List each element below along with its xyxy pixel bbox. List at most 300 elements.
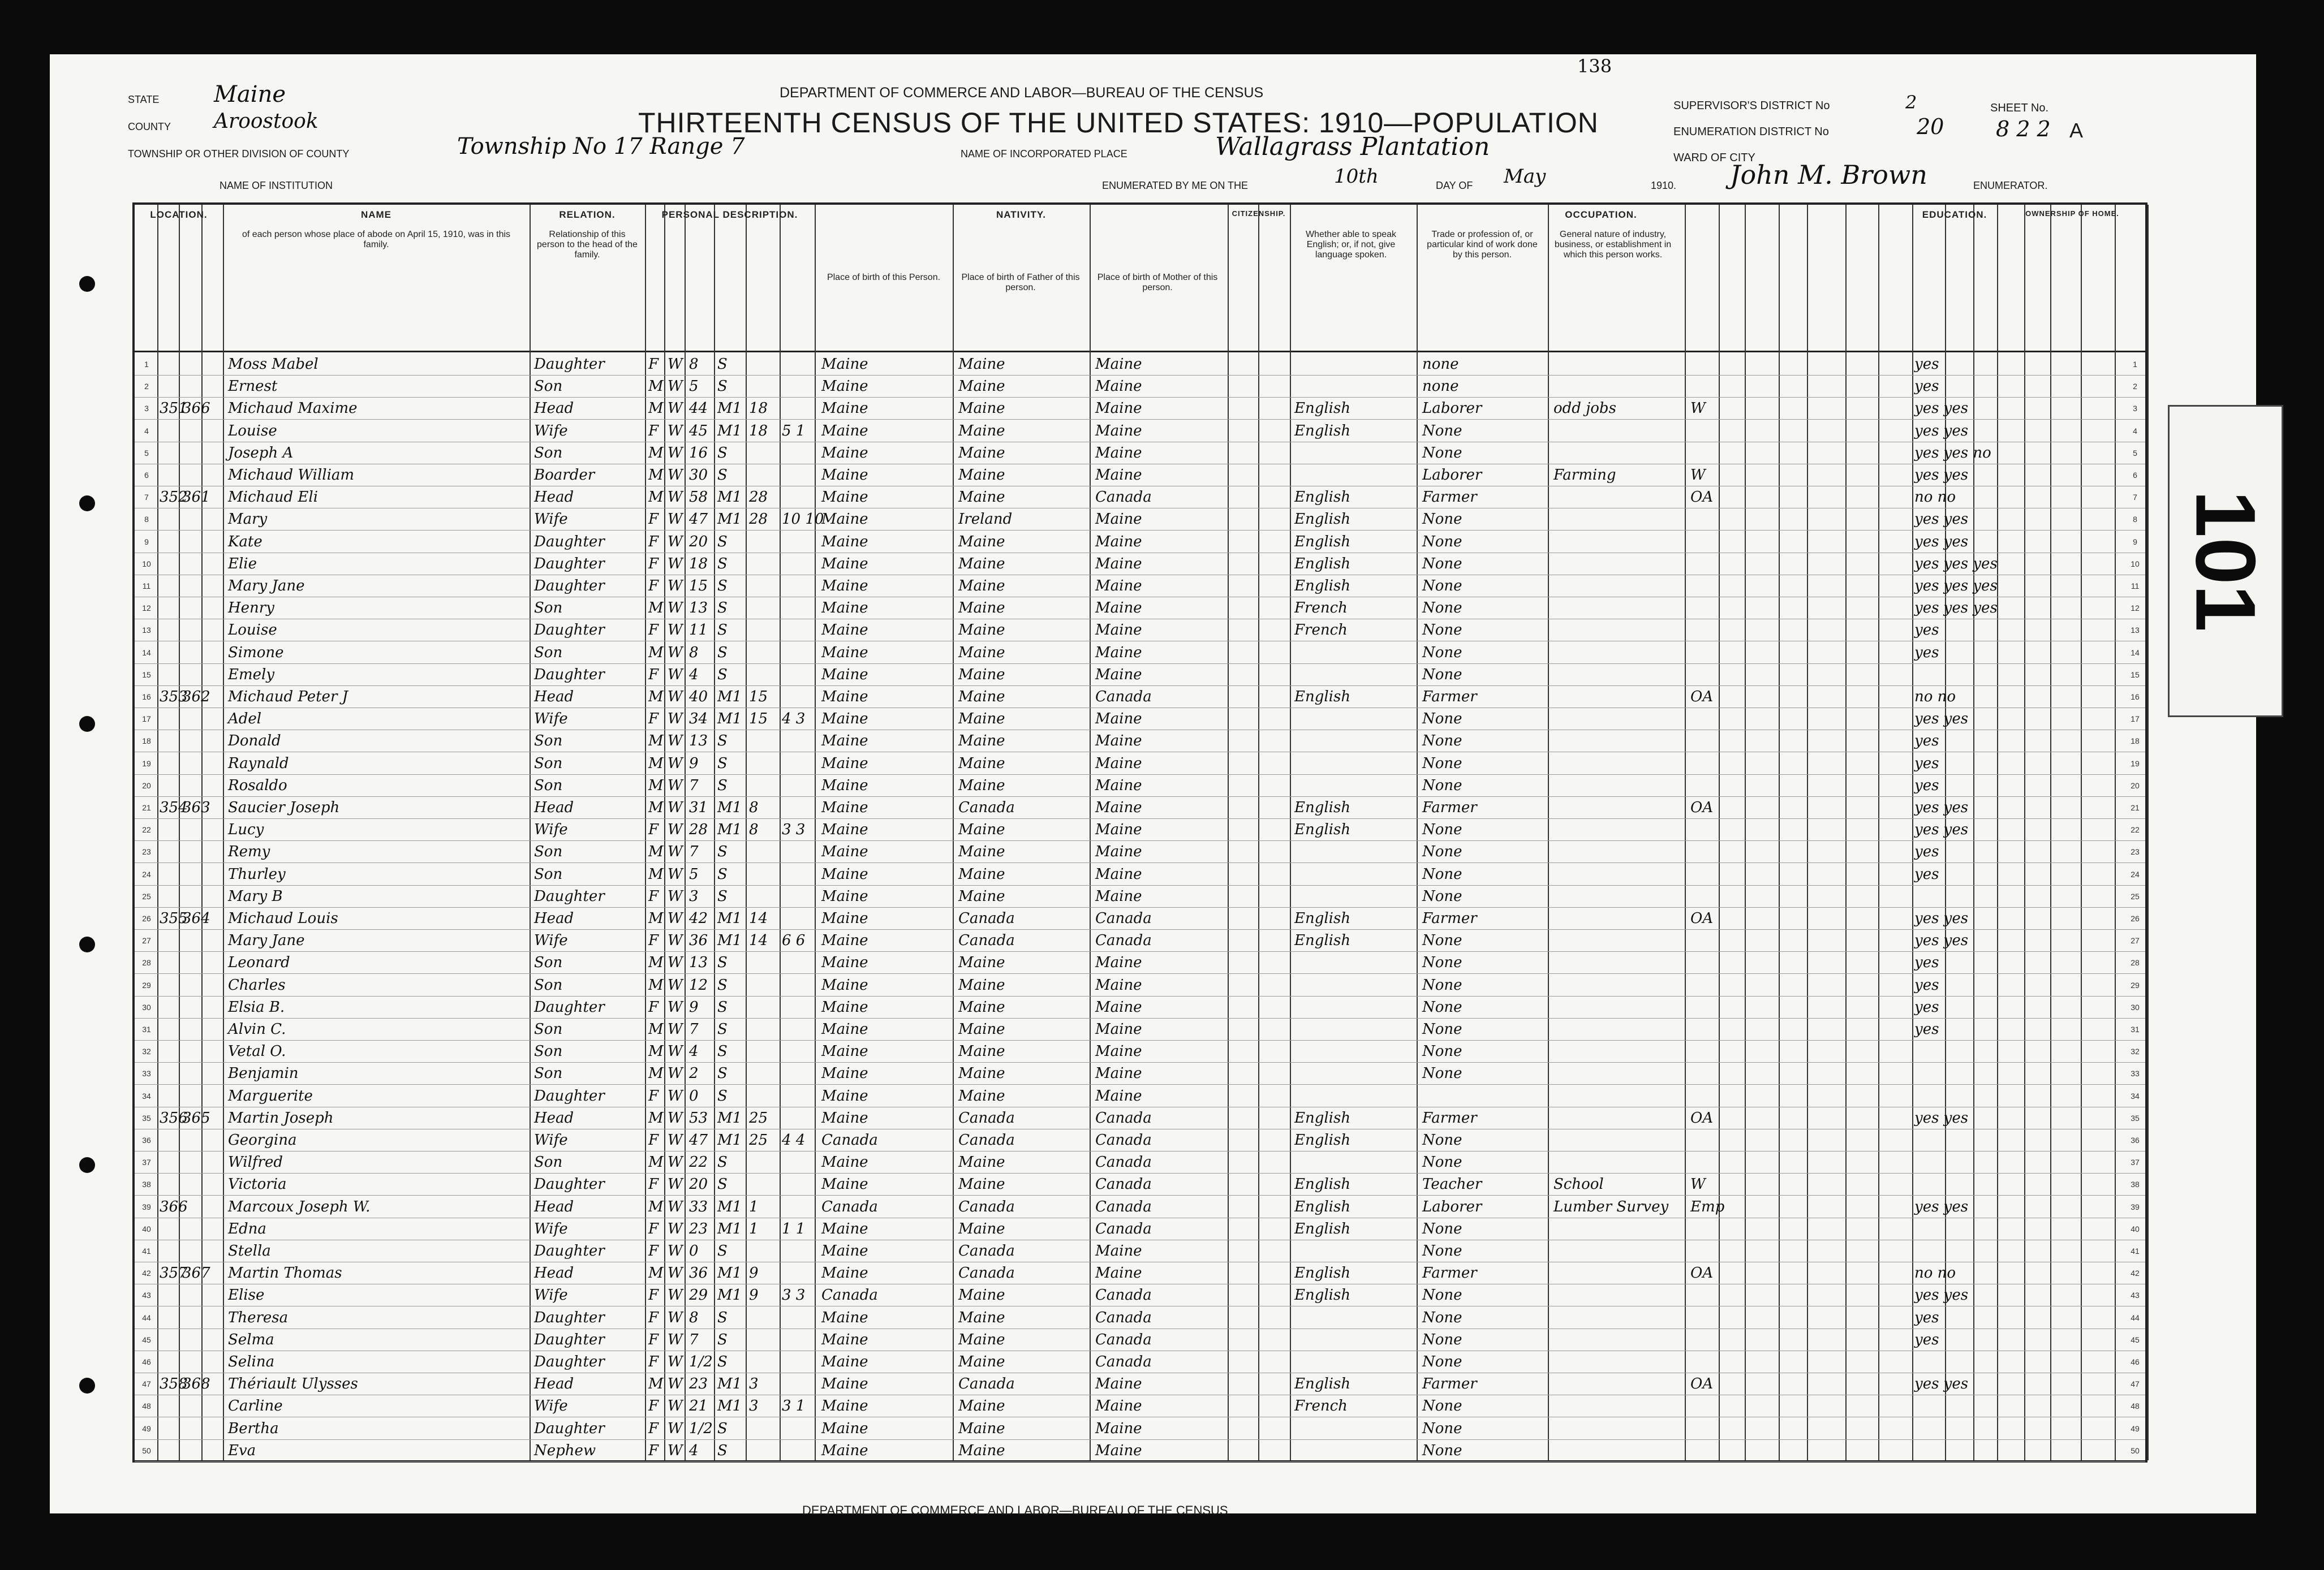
- race: W: [668, 1265, 683, 1282]
- birthplace-father: Maine: [958, 754, 1005, 772]
- education: yes yes: [1914, 1109, 1969, 1127]
- relation: Son: [534, 444, 563, 461]
- line-number-right: 40: [2131, 1224, 2140, 1233]
- trade: None: [1422, 622, 1462, 639]
- marital-status: S: [717, 865, 728, 883]
- table-row: [135, 708, 2145, 730]
- age: 42: [689, 910, 708, 927]
- race: W: [668, 1353, 683, 1370]
- line-number: 33: [142, 1069, 151, 1079]
- years-married: 28: [749, 511, 768, 528]
- birthplace-father: Maine: [958, 1176, 1005, 1193]
- trade: Farmer: [1422, 799, 1477, 816]
- language: English: [1294, 1220, 1351, 1237]
- line-number-right: 5: [2133, 448, 2137, 458]
- marital-status: S: [717, 1021, 728, 1038]
- person-name: Kate: [228, 533, 262, 550]
- marital-status: S: [717, 666, 728, 683]
- language: English: [1294, 821, 1351, 839]
- birthplace-mother: Maine: [1095, 1442, 1142, 1459]
- state-value: Maine: [214, 81, 286, 107]
- race: W: [668, 1287, 683, 1304]
- marital-status: M1: [717, 511, 742, 528]
- table-row: [135, 951, 2145, 974]
- birthplace-person: Maine: [821, 910, 868, 927]
- line-number-right: 36: [2131, 1136, 2140, 1145]
- line-number-right: 31: [2131, 1025, 2140, 1034]
- relation: Son: [534, 954, 563, 972]
- birthplace-father: Canada: [958, 1375, 1015, 1393]
- age: 16: [689, 444, 708, 461]
- relation: Head: [534, 1265, 574, 1282]
- birthplace-mother: Canada: [1095, 1331, 1152, 1348]
- birthplace-father: Maine: [958, 1043, 1005, 1060]
- trade: None: [1422, 1132, 1462, 1149]
- age: 7: [689, 1331, 699, 1348]
- birthplace-father: Canada: [958, 1243, 1015, 1260]
- line-number-right: 24: [2131, 869, 2140, 879]
- sex: M: [648, 599, 664, 617]
- birthplace-person: Maine: [821, 1021, 868, 1038]
- race: W: [668, 467, 683, 484]
- trade: None: [1422, 511, 1462, 528]
- table-row: [135, 420, 2145, 442]
- marital-status: S: [717, 1087, 728, 1105]
- birthplace-person: Maine: [821, 511, 868, 528]
- line-number-right: 50: [2131, 1446, 2140, 1455]
- person-name: Elsia B.: [228, 998, 285, 1016]
- birthplace-person: Maine: [821, 1265, 868, 1282]
- line-number: 41: [142, 1246, 151, 1256]
- years-married: 3: [749, 1398, 759, 1415]
- table-row: [135, 1173, 2145, 1196]
- table-row: [135, 929, 2145, 952]
- line-number-right: 9: [2133, 537, 2137, 546]
- education: yes yes: [1914, 710, 1969, 728]
- table-row: [135, 1373, 2145, 1395]
- township-value: Township No 17 Range 7: [457, 133, 745, 159]
- trade: None: [1422, 644, 1462, 661]
- line-number-right: 22: [2131, 825, 2140, 835]
- table-row: [135, 730, 2145, 752]
- birthplace-person: Maine: [821, 644, 868, 661]
- education: yes yes: [1914, 422, 1969, 439]
- birthplace-mother: Canada: [1095, 1353, 1152, 1370]
- line-number-right: 2: [2133, 382, 2137, 391]
- sex: F: [648, 422, 659, 439]
- birthplace-person: Maine: [821, 998, 868, 1016]
- table-row: [135, 907, 2145, 930]
- years-married: 18: [749, 422, 768, 439]
- age: 5: [689, 378, 699, 395]
- sex: F: [648, 1353, 659, 1370]
- line-number: 44: [142, 1313, 151, 1322]
- birthplace-person: Maine: [821, 843, 868, 861]
- age: 7: [689, 1021, 699, 1038]
- employer-status: OA: [1690, 1375, 1714, 1393]
- employer-status: W: [1690, 400, 1706, 417]
- years-married: 14: [749, 932, 768, 950]
- person-name: Ernest: [228, 378, 278, 395]
- line-number-right: 37: [2131, 1158, 2140, 1167]
- sex: M: [648, 489, 664, 506]
- sex: F: [648, 998, 659, 1016]
- trade: None: [1422, 754, 1462, 772]
- age: 7: [689, 777, 699, 794]
- relation: Head: [534, 799, 574, 816]
- person-name: Marcoux Joseph W.: [228, 1198, 371, 1215]
- education: yes yes: [1914, 910, 1969, 927]
- age: 1/2: [689, 1420, 713, 1437]
- children: 3 1: [782, 1398, 806, 1415]
- race: W: [668, 1065, 683, 1082]
- person-name: Mary Jane: [228, 932, 305, 950]
- dwelling-number: 366: [160, 1198, 188, 1215]
- age: 15: [689, 577, 708, 594]
- birthplace-person: Maine: [821, 932, 868, 950]
- line-number: 24: [142, 869, 151, 879]
- table-row: [135, 1417, 2145, 1440]
- header-trade: Trade or profession of, or particular kind of work done by this person.: [1427, 230, 1538, 260]
- sex: M: [648, 865, 664, 883]
- sex: M: [648, 1065, 664, 1082]
- marital-status: S: [717, 1309, 728, 1326]
- birthplace-person: Maine: [821, 1087, 868, 1105]
- person-name: Rosaldo: [228, 777, 287, 794]
- trade: None: [1422, 1331, 1462, 1348]
- township-label: TOWNSHIP OR OTHER DIVISION OF COUNTY: [128, 148, 350, 159]
- birthplace-father: Maine: [958, 710, 1005, 728]
- language: English: [1294, 1265, 1351, 1282]
- line-number: 40: [142, 1224, 151, 1233]
- relation: Daughter: [534, 577, 605, 594]
- person-name: Alvin C.: [228, 1021, 286, 1038]
- birthplace-person: Maine: [821, 555, 868, 572]
- birthplace-father: Maine: [958, 865, 1005, 883]
- relation: Head: [534, 1198, 574, 1215]
- trade: none: [1422, 378, 1459, 395]
- race: W: [668, 378, 683, 395]
- line-number: 30: [142, 1002, 151, 1012]
- birthplace-father: Maine: [958, 1065, 1005, 1082]
- person-name: Edna: [228, 1220, 266, 1237]
- dwelling-number: 355: [160, 910, 188, 927]
- race: W: [668, 821, 683, 839]
- family-number: 367: [182, 1265, 210, 1282]
- race: W: [668, 1109, 683, 1127]
- marital-status: M1: [717, 821, 742, 839]
- marital-status: S: [717, 1331, 728, 1348]
- relation: Daughter: [534, 1331, 605, 1348]
- punch-hole: [79, 1378, 95, 1394]
- birthplace-person: Maine: [821, 577, 868, 594]
- line-number-right: 49: [2131, 1424, 2140, 1433]
- birthplace-person: Maine: [821, 1331, 868, 1348]
- education: yes: [1914, 998, 1939, 1016]
- person-name: Thériault Ulysses: [228, 1375, 358, 1393]
- trade: None: [1422, 843, 1462, 861]
- birthplace-father: Maine: [958, 1021, 1005, 1038]
- enumerated-day: 10th: [1334, 165, 1379, 188]
- relation: Wife: [534, 1132, 568, 1149]
- race: W: [668, 622, 683, 639]
- header-birth-father: Place of birth of Father of this person.: [961, 273, 1080, 292]
- person-name: Adel: [228, 710, 262, 728]
- marital-status: S: [717, 555, 728, 572]
- relation: Wife: [534, 821, 568, 839]
- line-number-right: 17: [2131, 714, 2140, 724]
- trade: none: [1422, 356, 1459, 373]
- age: 1/2: [689, 1353, 713, 1370]
- age: 36: [689, 1265, 708, 1282]
- age: 13: [689, 732, 708, 750]
- sex: M: [648, 732, 664, 750]
- marital-status: S: [717, 1154, 728, 1171]
- birthplace-mother: Maine: [1095, 599, 1142, 617]
- birthplace-mother: Maine: [1095, 444, 1142, 461]
- trade: Farmer: [1422, 489, 1477, 506]
- birthplace-person: Maine: [821, 666, 868, 683]
- trade: None: [1422, 1043, 1462, 1060]
- trade: None: [1422, 1420, 1462, 1437]
- birthplace-father: Maine: [958, 622, 1005, 639]
- trade: Teacher: [1422, 1176, 1482, 1193]
- relation: Head: [534, 400, 574, 417]
- relation: Son: [534, 865, 563, 883]
- birthplace-father: Maine: [958, 1087, 1005, 1105]
- line-number: 19: [142, 758, 151, 768]
- trade: None: [1422, 954, 1462, 972]
- birthplace-father: Maine: [958, 887, 1005, 905]
- relation: Daughter: [534, 887, 605, 905]
- birthplace-mother: Maine: [1095, 356, 1142, 373]
- sex: M: [648, 777, 664, 794]
- race: W: [668, 511, 683, 528]
- marital-status: S: [717, 887, 728, 905]
- table-row: [135, 619, 2145, 641]
- birthplace-mother: Maine: [1095, 777, 1142, 794]
- race: W: [668, 1398, 683, 1415]
- line-number: 50: [142, 1446, 151, 1455]
- age: 8: [689, 1309, 699, 1326]
- sex: F: [648, 666, 659, 683]
- line-number-right: 35: [2131, 1113, 2140, 1123]
- relation: Nephew: [534, 1442, 596, 1459]
- trade: None: [1422, 1309, 1462, 1326]
- relation: Daughter: [534, 1309, 605, 1326]
- person-name: Emely: [228, 666, 275, 683]
- sheet-value: 8 2 2: [1996, 117, 2051, 141]
- birthplace-mother: Maine: [1095, 1243, 1142, 1260]
- sex: M: [648, 1154, 664, 1171]
- punch-hole: [79, 276, 95, 292]
- relation: Head: [534, 1109, 574, 1127]
- relation: Son: [534, 1021, 563, 1038]
- education: yes yes: [1914, 533, 1969, 550]
- table-row: [135, 1085, 2145, 1107]
- birthplace-father: Maine: [958, 378, 1005, 395]
- line-number: 21: [142, 803, 151, 812]
- race: W: [668, 954, 683, 972]
- birthplace-person: Maine: [821, 954, 868, 972]
- age: 28: [689, 821, 708, 839]
- person-name: Elise: [228, 1287, 265, 1304]
- line-number-right: 26: [2131, 914, 2140, 923]
- table-row: [135, 752, 2145, 775]
- age: 9: [689, 998, 699, 1016]
- birthplace-father: Maine: [958, 1442, 1005, 1459]
- education: yes yes: [1914, 821, 1969, 839]
- birthplace-mother: Canada: [1095, 1132, 1152, 1149]
- marital-status: M1: [717, 1398, 742, 1415]
- sex: F: [648, 1243, 659, 1260]
- table-row: [135, 663, 2145, 686]
- table-row: [135, 575, 2145, 597]
- age: 31: [689, 799, 708, 816]
- age: 0: [689, 1087, 699, 1105]
- incorporated-value: Wallagrass Plantation: [1215, 132, 1490, 161]
- age: 21: [689, 1398, 708, 1415]
- line-number-right: 6: [2133, 471, 2137, 480]
- birthplace-person: Maine: [821, 754, 868, 772]
- age: 22: [689, 1154, 708, 1171]
- years-married: 9: [749, 1287, 759, 1304]
- person-name: Benjamin: [228, 1065, 299, 1082]
- relation: Head: [534, 688, 574, 705]
- person-name: Martin Thomas: [228, 1265, 342, 1282]
- education: yes: [1914, 356, 1939, 373]
- birthplace-father: Maine: [958, 577, 1005, 594]
- age: 4: [689, 1043, 699, 1060]
- age: 29: [689, 1287, 708, 1304]
- birthplace-father: Maine: [958, 599, 1005, 617]
- sex: F: [648, 1087, 659, 1105]
- line-number-right: 21: [2131, 803, 2140, 812]
- person-name: Mary Jane: [228, 577, 305, 594]
- line-number-right: 45: [2131, 1335, 2140, 1344]
- group-location: LOCATION.: [150, 209, 208, 220]
- language: English: [1294, 910, 1351, 927]
- person-name: Michaud William: [228, 467, 355, 484]
- line-number: 49: [142, 1424, 151, 1433]
- line-number: 22: [142, 825, 151, 835]
- education: yes: [1914, 865, 1939, 883]
- birthplace-person: Maine: [821, 688, 868, 705]
- line-number-right: 1: [2133, 360, 2137, 369]
- table-row: [135, 641, 2145, 664]
- age: 8: [689, 644, 699, 661]
- dwelling-number: 356: [160, 1109, 188, 1127]
- table-row: [135, 1306, 2145, 1329]
- age: 47: [689, 1132, 708, 1149]
- line-number: 26: [142, 914, 151, 923]
- line-number-right: 28: [2131, 958, 2140, 968]
- birthplace-mother: Maine: [1095, 976, 1142, 994]
- employer-status: W: [1690, 1176, 1706, 1193]
- age: 45: [689, 422, 708, 439]
- marital-status: S: [717, 1043, 728, 1060]
- birthplace-mother: Canada: [1095, 1309, 1152, 1326]
- language: English: [1294, 932, 1351, 950]
- table-row: [135, 553, 2145, 575]
- line-number: 2: [144, 382, 149, 391]
- education: yes: [1914, 732, 1939, 750]
- employer-status: OA: [1690, 1109, 1714, 1127]
- line-number: 43: [142, 1291, 151, 1300]
- person-name: Vetal O.: [228, 1043, 286, 1060]
- line-number: 7: [144, 493, 149, 502]
- employer-status: OA: [1690, 1265, 1714, 1282]
- line-number: 4: [144, 426, 149, 435]
- marital-status: S: [717, 954, 728, 972]
- table-row: [135, 1218, 2145, 1240]
- trade: Farmer: [1422, 1109, 1477, 1127]
- line-number-right: 34: [2131, 1091, 2140, 1101]
- race: W: [668, 1375, 683, 1393]
- race: W: [668, 599, 683, 617]
- birthplace-mother: Maine: [1095, 1265, 1142, 1282]
- marital-status: S: [717, 533, 728, 550]
- language: French: [1294, 599, 1348, 617]
- race: W: [668, 1132, 683, 1149]
- birthplace-person: Maine: [821, 821, 868, 839]
- trade: None: [1422, 821, 1462, 839]
- race: W: [668, 489, 683, 506]
- table-row: [135, 974, 2145, 997]
- trade: Laborer: [1422, 400, 1482, 417]
- birthplace-father: Canada: [958, 1132, 1015, 1149]
- employer-status: Emp: [1690, 1198, 1725, 1215]
- state-label: STATE: [128, 94, 160, 105]
- line-number-right: 46: [2131, 1357, 2140, 1366]
- dwelling-number: 351: [160, 400, 188, 417]
- years-married: 3: [749, 1375, 759, 1393]
- line-number: 27: [142, 936, 151, 946]
- birthplace-person: Maine: [821, 887, 868, 905]
- sex: M: [648, 1265, 664, 1282]
- line-number: 13: [142, 626, 151, 635]
- birthplace-father: Ireland: [958, 511, 1013, 528]
- birthplace-mother: Maine: [1095, 1398, 1142, 1415]
- line-number-right: 15: [2131, 670, 2140, 679]
- person-name: Thurley: [228, 865, 286, 883]
- relation: Daughter: [534, 555, 605, 572]
- sex: M: [648, 1198, 664, 1215]
- trade: None: [1422, 1243, 1462, 1260]
- marital-status: S: [717, 622, 728, 639]
- education: yes yes: [1914, 1375, 1969, 1393]
- birthplace-mother: Maine: [1095, 1420, 1142, 1437]
- table-row: [135, 885, 2145, 908]
- line-number-right: 33: [2131, 1069, 2140, 1079]
- table-row: [135, 1284, 2145, 1306]
- birthplace-mother: Canada: [1095, 932, 1152, 950]
- table-row: [135, 1262, 2145, 1284]
- language: English: [1294, 1109, 1351, 1127]
- marital-status: S: [717, 1420, 728, 1437]
- race: W: [668, 644, 683, 661]
- birthplace-mother: Maine: [1095, 533, 1142, 550]
- age: 13: [689, 599, 708, 617]
- relation: Head: [534, 1375, 574, 1393]
- birthplace-person: Maine: [821, 1043, 868, 1060]
- age: 36: [689, 932, 708, 950]
- sex: M: [648, 688, 664, 705]
- line-number-right: 11: [2131, 581, 2140, 590]
- person-name: Eva: [228, 1442, 256, 1459]
- trade: Laborer: [1422, 467, 1482, 484]
- person-name: Simone: [228, 644, 284, 661]
